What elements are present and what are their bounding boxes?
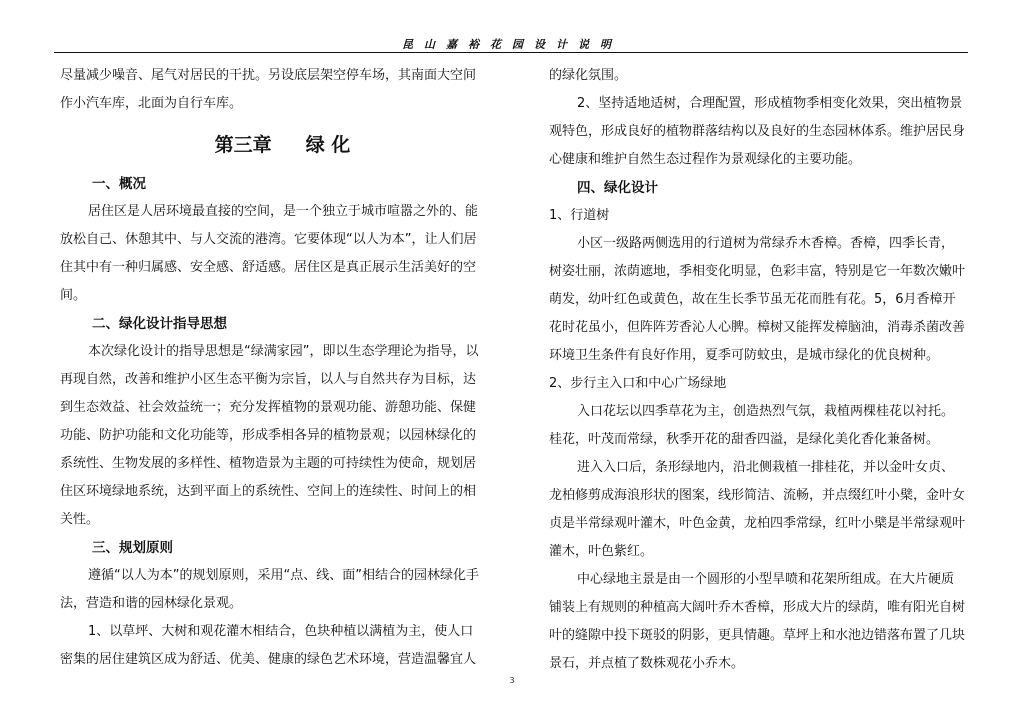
header-rule — [54, 52, 968, 53]
paragraph: 进入入口后，条形绿地内，沿北侧栽植一排桂花，并以金叶女贞、龙柏修剪成海浪形状的图案，线形简洁、流畅，并点缀红叶小檗，金叶女贞是半常绿观叶灌木，叶色金黄，龙柏四季常绿，红叶小檗是半常绿观叶灌木，叶色紫红。 — [549, 460, 966, 559]
running-header: 昆山嘉裕花园设计说明 — [402, 38, 622, 51]
section-heading-overview: 一、概况 — [92, 176, 146, 192]
paragraph: 中心绿地主景是由一个圆形的小型旱喷和花架所组成。在大片硬质铺装上有规则的种植高大阔叶乔木香樟，形成大片的绿荫，唯有阳光自树叶的缝隙中投下斑驳的阴影，更具情趣。草坪上和水池边错落布置了几块景石，并点植了数株观花小乔木。 — [549, 572, 966, 671]
section-heading-green-design: 四、绿化设计 — [577, 180, 658, 196]
paragraph: 遵循“以人为本”的规划原则，采用“点、线、面”相结合的园林绿化手法，营造和谐的园林绿化景观。 — [60, 568, 479, 611]
page-number: 3 — [509, 676, 515, 685]
paragraph: 1、以草坪、大树和观花灌木相结合，色块种植以满植为主，使人口密集的居住建筑区成为舒适、优美、健康的绿色艺术环境，营造温馨宜人 — [60, 624, 477, 667]
paragraph: 2、坚持适地适树，合理配置，形成植物季相变化效果，突出植物景观特色，形成良好的植物群落结构以及良好的生态园林体系。维护居民身心健康和维护自然生态过程作为景观绿化的主要功能。 — [549, 96, 966, 167]
right-column — [549, 62, 965, 678]
chapter-heading — [60, 120, 485, 170]
subheading-entrance-plaza: 2、步行主入口和中心广场绿地 — [549, 376, 727, 391]
section-heading-guiding-ideas: 二、绿化设计指导思想 — [92, 316, 227, 332]
left-column — [60, 62, 485, 674]
paragraph: 本次绿化设计的指导思想是“绿满家园”，即以生态学理论为指导，以再现自然，改善和维护小区生态平衡为宗旨，以人与自然共存为目标，达到生态效益、社会效益统一；充分发挥植物的景观功能、游憩功能、保健功能、防护功能和文化功能等，形成季相各异的植物景观；以园林绿化的系统性、生物发展的多样性、植物造景为主题的可持续性为使命，规划居住区环境绿地系统，达到平面上的系统性、空间上的连续性、时间上的相关性。 — [60, 344, 479, 527]
paragraph: 小区一级路两侧选用的行道树为常绿乔木香樟。香樟，四季长青，树姿壮丽，浓荫遮地，季相变化明显，色彩丰富，特别是它一年数次嫩叶萌发，幼叶红色或黄色，故在生长季节虽无花而胜有花。5，6月香樟开花时花虽小，但阵阵芳香沁人心脾。樟树又能挥发樟脑油，消毒杀菌改善环境卫生条件有良好作用，夏季可防蚊虫，是城市绿化的优良树种。 — [549, 236, 966, 363]
paragraph: 居住区是人居环境最直接的空间，是一个独立于城市喧嚣之外的、能放松自己、休憩其中、与人交流的港湾。它要体现“以人为本”，让人们居住其中有一种归属感、安全感、舒适感。居住区是真正展示生活美好的空间。 — [60, 204, 479, 303]
subheading-street-trees: 1、行道树 — [549, 208, 610, 223]
chapter-title: 绿 化 — [305, 134, 351, 156]
paragraph: 入口花坛以四季草花为主，创造热烈气氛，栽植两棵桂花以衬托。桂花，叶茂而常绿，秋季开花的甜香四溢，是绿化美化香化兼备树。 — [549, 404, 955, 447]
continued-paragraph: 尽量减少噪音、尾气对居民的干扰。另设底层架空停车场，其南面大空间作小汽车库，北面为自行车库。 — [60, 68, 477, 111]
chapter-number: 第三章 — [214, 134, 272, 156]
section-heading-principles: 三、规划原则 — [92, 540, 173, 556]
continued-paragraph: 的绿化氛围。 — [549, 68, 628, 83]
